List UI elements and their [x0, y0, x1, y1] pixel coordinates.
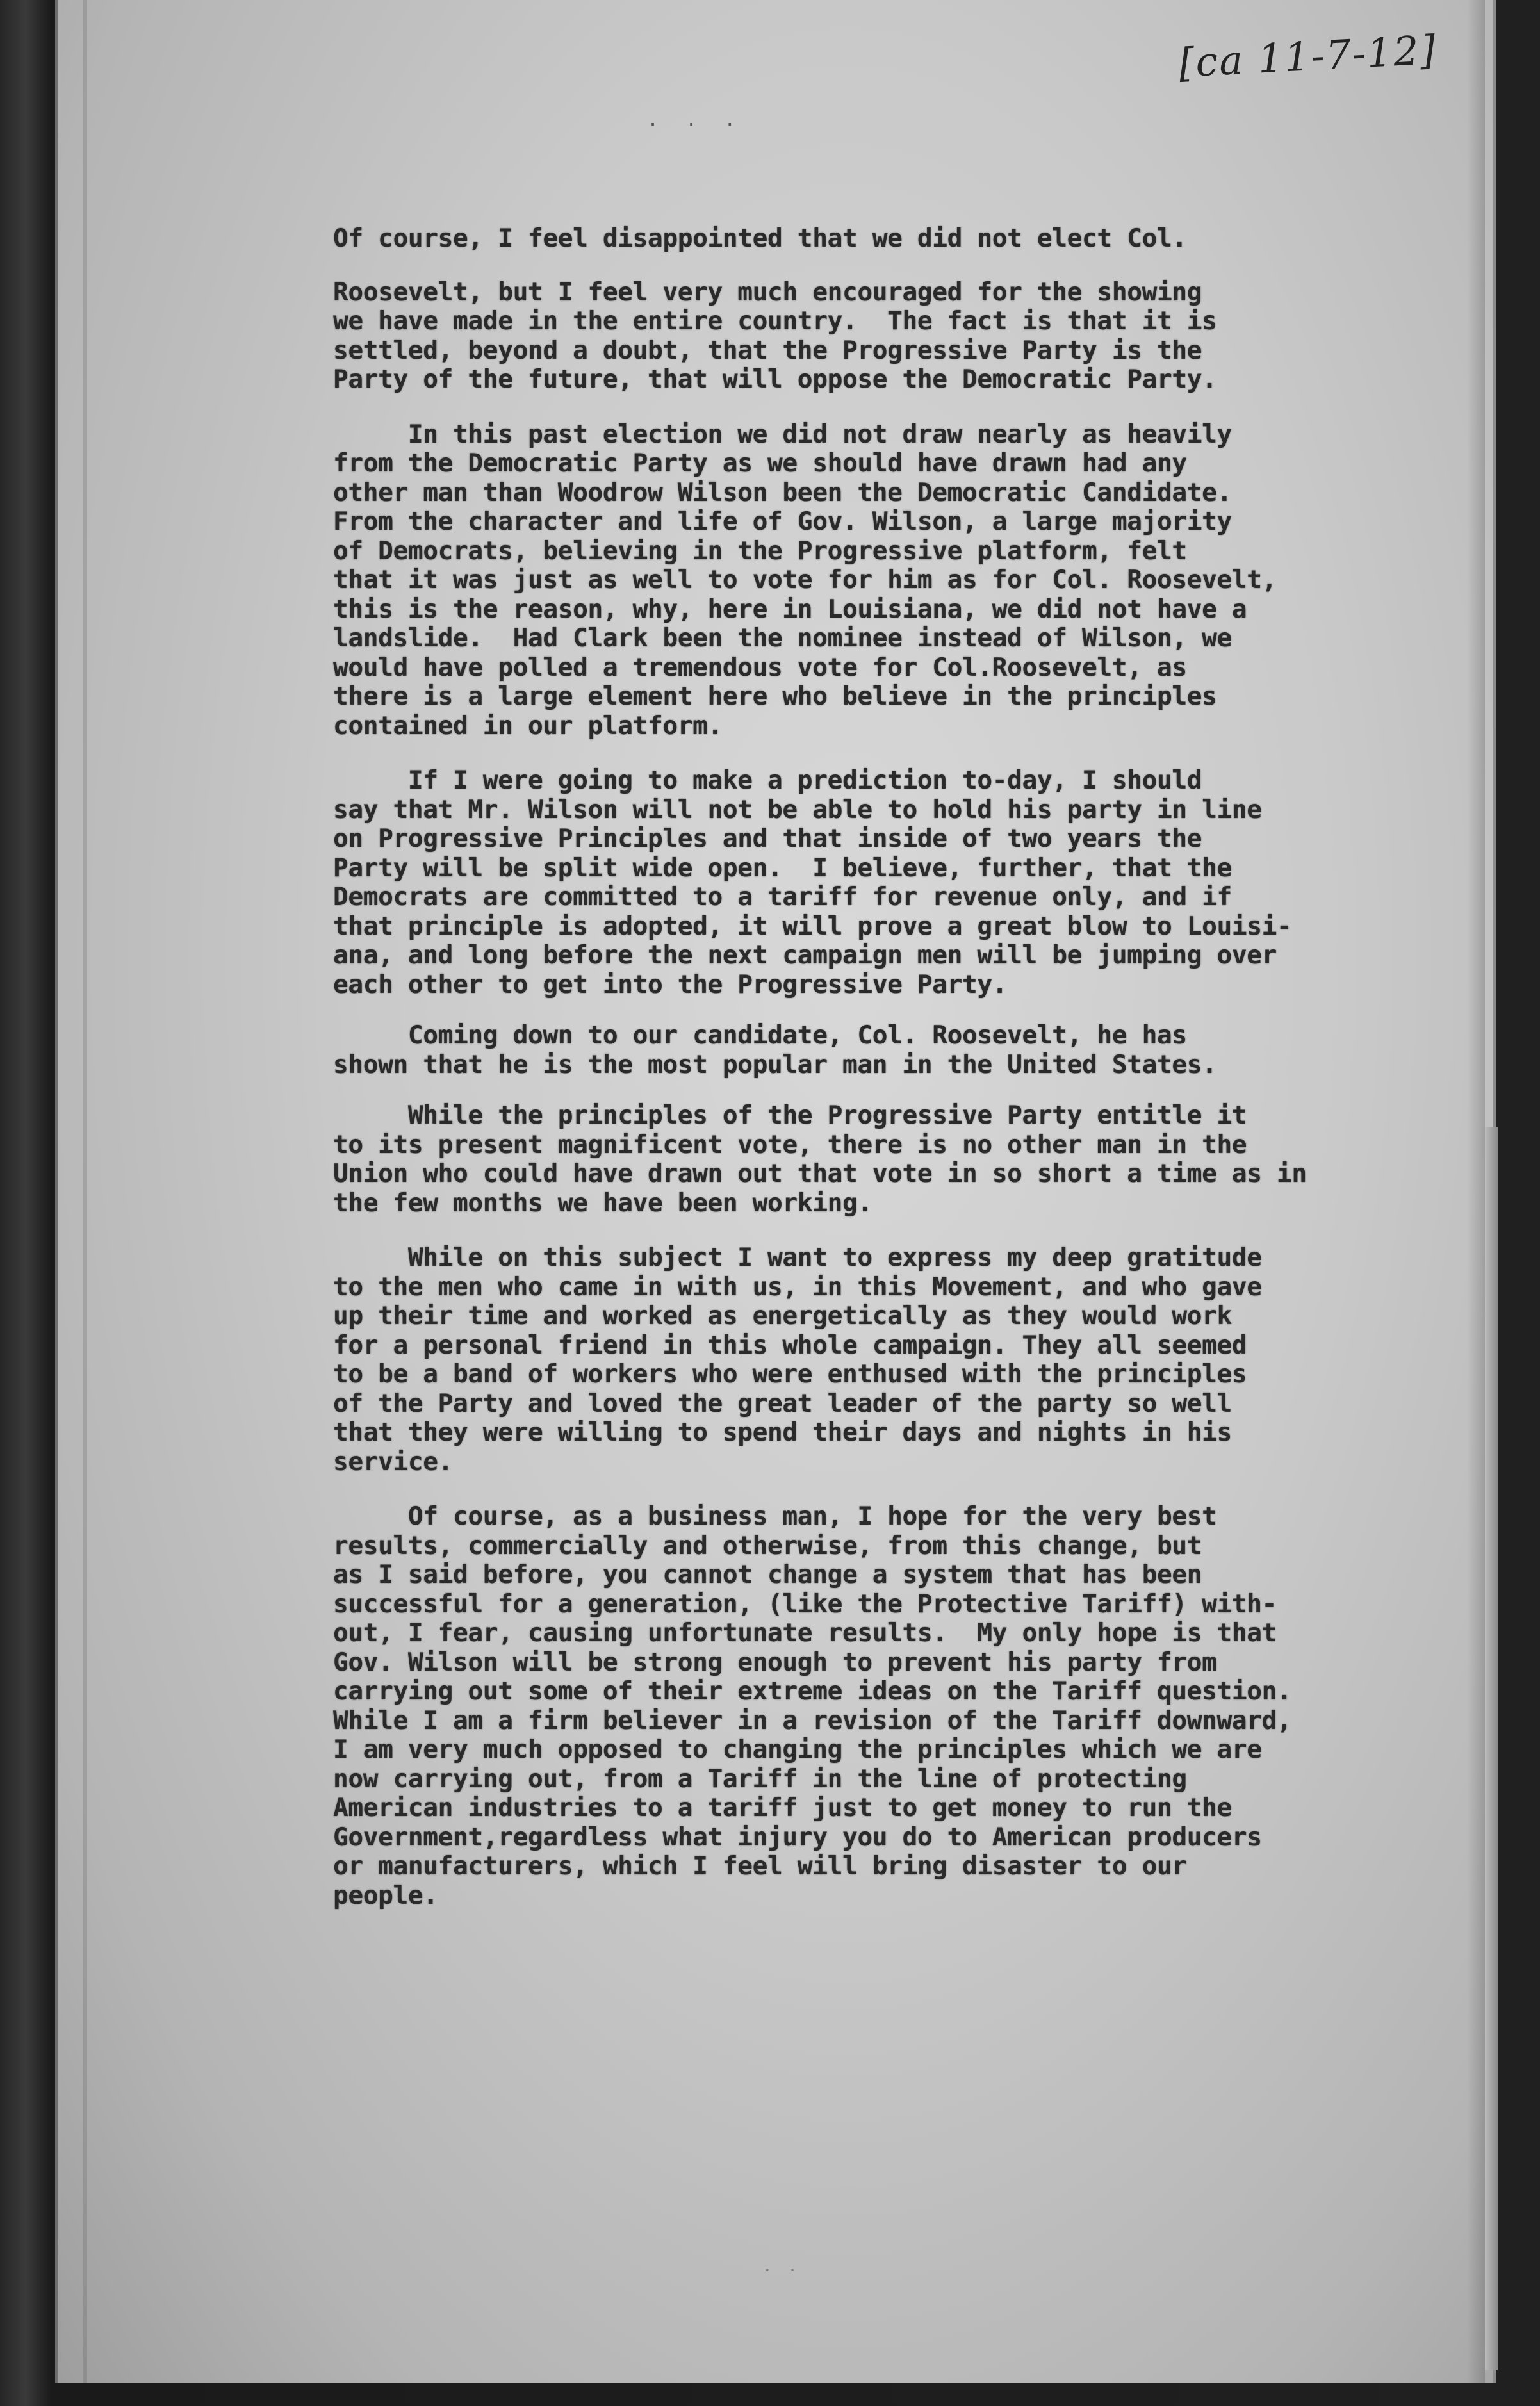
text-line: would have polled a tremendous vote for Col.Roosevelt, as — [333, 652, 1187, 682]
text-line: shown that he is the most popular man in the United States. — [333, 1049, 1217, 1079]
text-line: ana, and long before the next campaign men will be jumping over — [333, 940, 1277, 970]
letter-body — [333, 224, 1422, 1910]
text-line: Party of the future, that will oppose the Democratic Party. — [333, 364, 1217, 394]
text-line: Democrats are committed to a tariff for revenue only, and if — [333, 882, 1232, 912]
text-line: If I were going to make a prediction to-day, I should — [333, 765, 1202, 795]
text-line: up their time and worked as energetically as they would work — [333, 1301, 1232, 1330]
text-line: that principle is adopted, it will prove a great blow to Louisi- — [333, 911, 1292, 941]
text-line: there is a large element here who believe in the principles — [333, 682, 1217, 711]
text-line: Of course, I feel disappointed that we did not elect Col. — [333, 224, 1187, 253]
punch-marks: · · · — [647, 114, 744, 136]
text-line: Union who could have drawn out that vote in so short a time as in — [333, 1159, 1307, 1188]
text-line: to its present magnificent vote, there is no other man in the — [333, 1129, 1247, 1159]
text-line: contained in our platform. — [333, 710, 723, 741]
text-line: Party will be split wide open. I believe, further, that the — [333, 853, 1232, 883]
paper-shadow — [1467, 0, 1485, 2383]
paper-edge — [1485, 1127, 1498, 2370]
paragraph-2 — [333, 278, 1422, 395]
text-line: Gov. Wilson will be strong enough to prevent his party from — [333, 1647, 1217, 1677]
paragraph-6 — [333, 1101, 1422, 1218]
text-line: Government,regardless what injury you do to American producers — [333, 1822, 1262, 1852]
text-line: While on this subject I want to express my deep gratitude — [333, 1243, 1262, 1272]
text-line: to the men who came in with us, in this Movement, and who gave — [333, 1272, 1262, 1302]
paragraph-8 — [333, 1502, 1422, 1910]
text-line: Roosevelt, but I feel very much encouraged for the showing — [333, 277, 1202, 307]
text-line: of Democrats, believing in the Progressive platform, felt — [333, 536, 1187, 566]
text-line: Of course, as a business man, I hope for the very best — [333, 1502, 1217, 1531]
paragraph-1 — [333, 224, 1422, 254]
text-line: settled, beyond a doubt, that the Progressive Party is the — [333, 335, 1202, 365]
text-line: I am very much opposed to changing the principles which we are — [333, 1735, 1262, 1764]
paragraph-4 — [333, 766, 1422, 999]
handwritten-date-annotation: [ca 11-7-12] — [1177, 26, 1438, 86]
text-line: While the principles of the Progressive Party entitle it — [333, 1101, 1247, 1130]
text-line: landslide. Had Clark been the nominee instead of Wilson, we — [333, 623, 1232, 653]
text-line: say that Mr. Wilson will not be able to hold his party in line — [333, 794, 1262, 824]
text-line: from the Democratic Party as we should have drawn had any — [333, 448, 1187, 478]
text-line: of the Party and loved the great leader of the party so well — [333, 1388, 1232, 1418]
text-line: Coming down to our candidate, Col. Roosevelt, he has — [333, 1020, 1187, 1050]
text-line: the few months we have been working. — [333, 1188, 872, 1218]
text-line: to be a band of workers who were enthused with the principles — [333, 1359, 1247, 1389]
text-line: successful for a generation, (like the Protective Tariff) with- — [333, 1589, 1277, 1619]
text-line: as I said before, you cannot change a system that has been — [333, 1560, 1202, 1589]
text-line: that it was just as well to vote for him as for Col. Roosevelt, — [333, 565, 1277, 594]
paragraph-7 — [333, 1243, 1422, 1477]
text-line: now carrying out, from a Tariff in the line of protecting — [333, 1764, 1187, 1794]
text-line: people. — [333, 1880, 438, 1910]
text-line: we have made in the entire country. The fact is that it is — [333, 306, 1217, 336]
text-line: results, commercially and otherwise, from this change, but — [333, 1530, 1202, 1560]
text-line: this is the reason, why, here in Louisiana, we did not have a — [333, 594, 1247, 624]
text-line: While I am a firm believer in a revision of the Tariff downward, — [333, 1705, 1292, 1735]
text-line: In this past election we did not draw nearly as heavily — [333, 419, 1232, 449]
text-line: each other to get into the Progressive Party. — [333, 969, 1008, 999]
text-line: carrying out some of their extreme ideas on the Tariff question. — [333, 1676, 1292, 1706]
paper-crease — [83, 0, 87, 2383]
text-line: American industries to a tariff just to get money to run the — [333, 1793, 1232, 1822]
paragraph-5 — [333, 1021, 1422, 1079]
text-line: or manufacturers, which I feel will bring disaster to our — [333, 1851, 1187, 1881]
paper-stain: · · — [762, 2261, 800, 2280]
paragraph-3 — [333, 420, 1422, 741]
text-line: out, I fear, causing unfortunate results. My only hope is that — [333, 1618, 1277, 1648]
text-line: for a personal friend in this whole campaign. They all seemed — [333, 1330, 1247, 1360]
text-line: on Progressive Principles and that inside of two years the — [333, 824, 1202, 853]
text-line: service. — [333, 1446, 454, 1477]
text-line: that they were willing to spend their days and nights in his — [333, 1418, 1232, 1447]
text-line: From the character and life of Gov. Wilson, a large majority — [333, 507, 1232, 536]
text-line: other man than Woodrow Wilson been the Democratic Candidate. — [333, 477, 1232, 507]
